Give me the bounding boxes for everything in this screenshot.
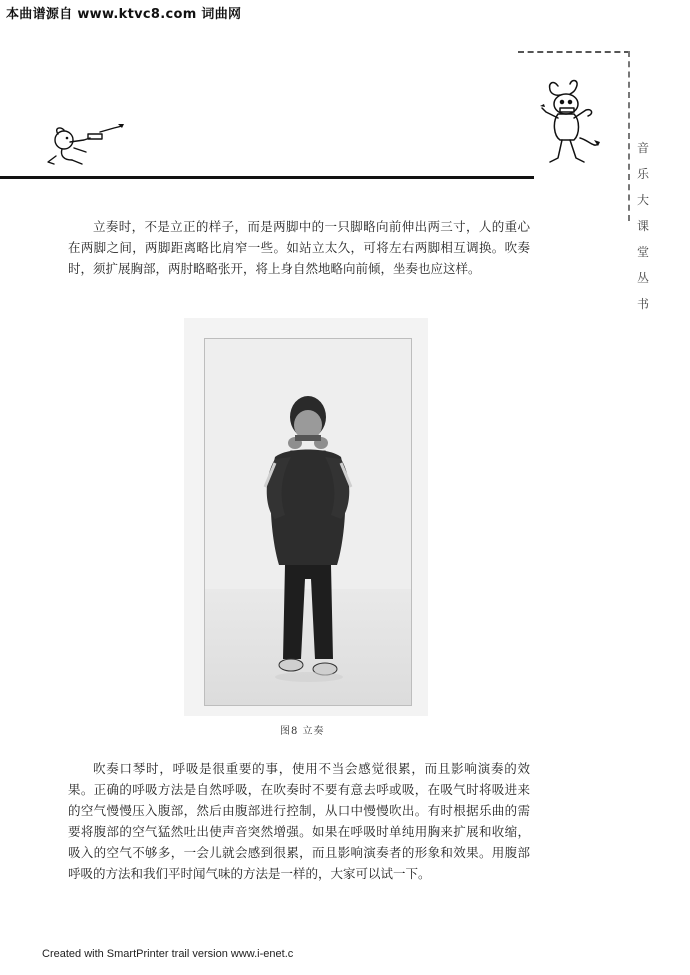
series-title-vertical	[632, 135, 654, 317]
figure-caption: 图8 立奏	[280, 726, 325, 737]
side-dashed-rule	[628, 51, 630, 221]
series-title-char: 乐	[636, 167, 649, 181]
photo-standing-player	[204, 338, 412, 706]
watermark-top: 本曲谱源自 www.ktvc8.com 词曲网	[6, 7, 242, 22]
header-dashed-rule	[518, 51, 630, 53]
paragraph-breathing: 吹奏口琴时，呼吸是很重要的事，使用不当会感觉很累，而且影响演奏的效果。正确的呼吸方法是自然呼吸，在吹奏时不要有意去呼或吸，在吸气时将吸进来的空气慢慢压入腹部，然后由腹部进行控制，从口中慢慢吹出。有时根据乐曲的需要将腹部的空气猛然吐出使声音突然增强。如果在呼吸时单纯用胸来扩展和收缩，吸入的空气不够多，一会儿就会感到很累，而且影响演奏者的形象和效果。用腹部呼吸的方法和我们平时闻气味的方法是一样的，大家可以试一下。	[68, 761, 530, 881]
cartoon-child-playing-harmonica-icon	[44, 118, 128, 168]
series-title-char: 音	[636, 141, 649, 155]
series-title-char: 大	[636, 193, 649, 207]
cartoon-rabbit-playing-harmonica-icon	[536, 78, 606, 170]
figure-photo	[184, 318, 428, 716]
series-title-char: 书	[636, 297, 649, 311]
watermark-bottom: Created with SmartPrinter trail version www.i-enet.c	[42, 948, 294, 960]
series-title-char: 课	[636, 219, 649, 233]
paragraph-standing-posture: 立奏时，不是立正的样子，而是两脚中的一只脚略向前伸出两三寸，人的重心在两脚之间，两脚距离略比肩窄一些。如站立太久，可将左右两脚相互调换。吹奏时，须扩展胸部，两肘略略张开，将上身自然地略向前倾，坐奏也应这样。	[68, 219, 530, 276]
series-title-char: 丛	[636, 271, 649, 285]
series-title-char: 堂	[636, 245, 649, 259]
header-rule	[0, 176, 534, 179]
